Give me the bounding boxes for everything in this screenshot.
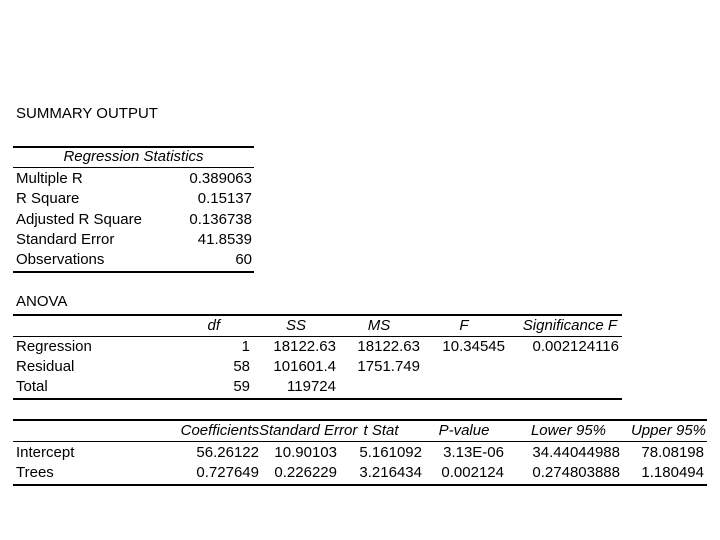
coef-row-upper-95: 78.08198 <box>641 444 704 461</box>
coef-row-label: Trees <box>16 464 54 481</box>
coef-row-p-value: 3.13E-06 <box>443 444 504 461</box>
anova-row-ss: 119724 <box>287 378 336 395</box>
reg-stat-label-observations: Observations <box>16 251 105 268</box>
reg-stats-bottom-rule <box>13 271 254 273</box>
coef-row-upper-95: 1.180494 <box>641 464 704 481</box>
coef-row-lower-95: 0.274803888 <box>532 464 620 481</box>
anova-row-df: 59 <box>233 378 250 395</box>
anova-row-ms: 1751.749 <box>357 358 420 375</box>
reg-stats-header-rule <box>13 167 254 168</box>
reg-stat-value-observations: 60 <box>235 251 252 268</box>
anova-header-df: df <box>207 317 220 334</box>
coef-row-coefficient: 0.727649 <box>196 464 259 481</box>
reg-stats-header: Regression Statistics <box>63 148 204 165</box>
coef-header-t-stat: t Stat <box>363 422 399 439</box>
anova-row-ms: 18122.63 <box>357 338 420 355</box>
anova-title: ANOVA <box>16 293 68 310</box>
coef-header-lower-95: Lower 95% <box>530 422 606 439</box>
coef-header-upper-95: Upper 95% <box>630 422 706 439</box>
coef-row-lower-95: 34.44044988 <box>532 444 620 461</box>
anova-header-significance-f: Significance F <box>522 317 617 334</box>
coef-top-rule <box>13 419 707 421</box>
anova-row-df: 1 <box>241 338 250 355</box>
reg-stat-value-multiple-r: 0.389063 <box>189 170 252 187</box>
anova-header-ms: MS <box>367 317 391 334</box>
reg-stat-value-r-square: 0.15137 <box>197 190 252 207</box>
anova-header-ss: SS <box>285 317 306 334</box>
anova-row-df: 58 <box>233 358 250 375</box>
coef-row-t-stat: 5.161092 <box>359 444 422 461</box>
coef-row-p-value: 0.002124 <box>441 464 504 481</box>
coef-header-coefficients: Coefficients <box>180 422 259 439</box>
coef-row-coefficient: 56.26122 <box>196 444 259 461</box>
reg-stat-value-standard-error: 41.8539 <box>197 231 252 248</box>
anova-row-f: 10.34545 <box>442 338 505 355</box>
summary-title: SUMMARY OUTPUT <box>16 105 158 122</box>
reg-stat-label-multiple-r: Multiple R <box>16 170 83 187</box>
anova-row-ss: 18122.63 <box>273 338 336 355</box>
reg-stat-value-adjusted-r-square: 0.136738 <box>189 211 252 228</box>
coef-row-standard-error: 10.90103 <box>274 444 337 461</box>
coef-header-p-value: P-value <box>438 422 490 439</box>
coef-header-standard-error: Standard Error <box>259 422 358 439</box>
anova-row-significance-f: 0.002124116 <box>532 338 619 355</box>
anova-row-label: Residual <box>16 358 75 375</box>
anova-row-label: Regression <box>16 338 92 355</box>
anova-top-rule <box>13 314 622 316</box>
anova-row-label: Total <box>16 378 48 395</box>
reg-stat-label-standard-error: Standard Error <box>16 231 115 248</box>
anova-header-f: F <box>459 317 469 334</box>
coef-row-t-stat: 3.216434 <box>359 464 422 481</box>
coef-row-label: Intercept <box>16 444 75 461</box>
coef-header-rule <box>13 441 707 442</box>
anova-bottom-rule <box>13 398 622 400</box>
anova-header-rule <box>13 336 622 337</box>
anova-row-ss: 101601.4 <box>273 358 336 375</box>
reg-stat-label-adjusted-r-square: Adjusted R Square <box>16 211 142 228</box>
coef-row-standard-error: 0.226229 <box>274 464 337 481</box>
reg-stat-label-r-square: R Square <box>16 190 80 207</box>
coef-bottom-rule <box>13 484 707 486</box>
